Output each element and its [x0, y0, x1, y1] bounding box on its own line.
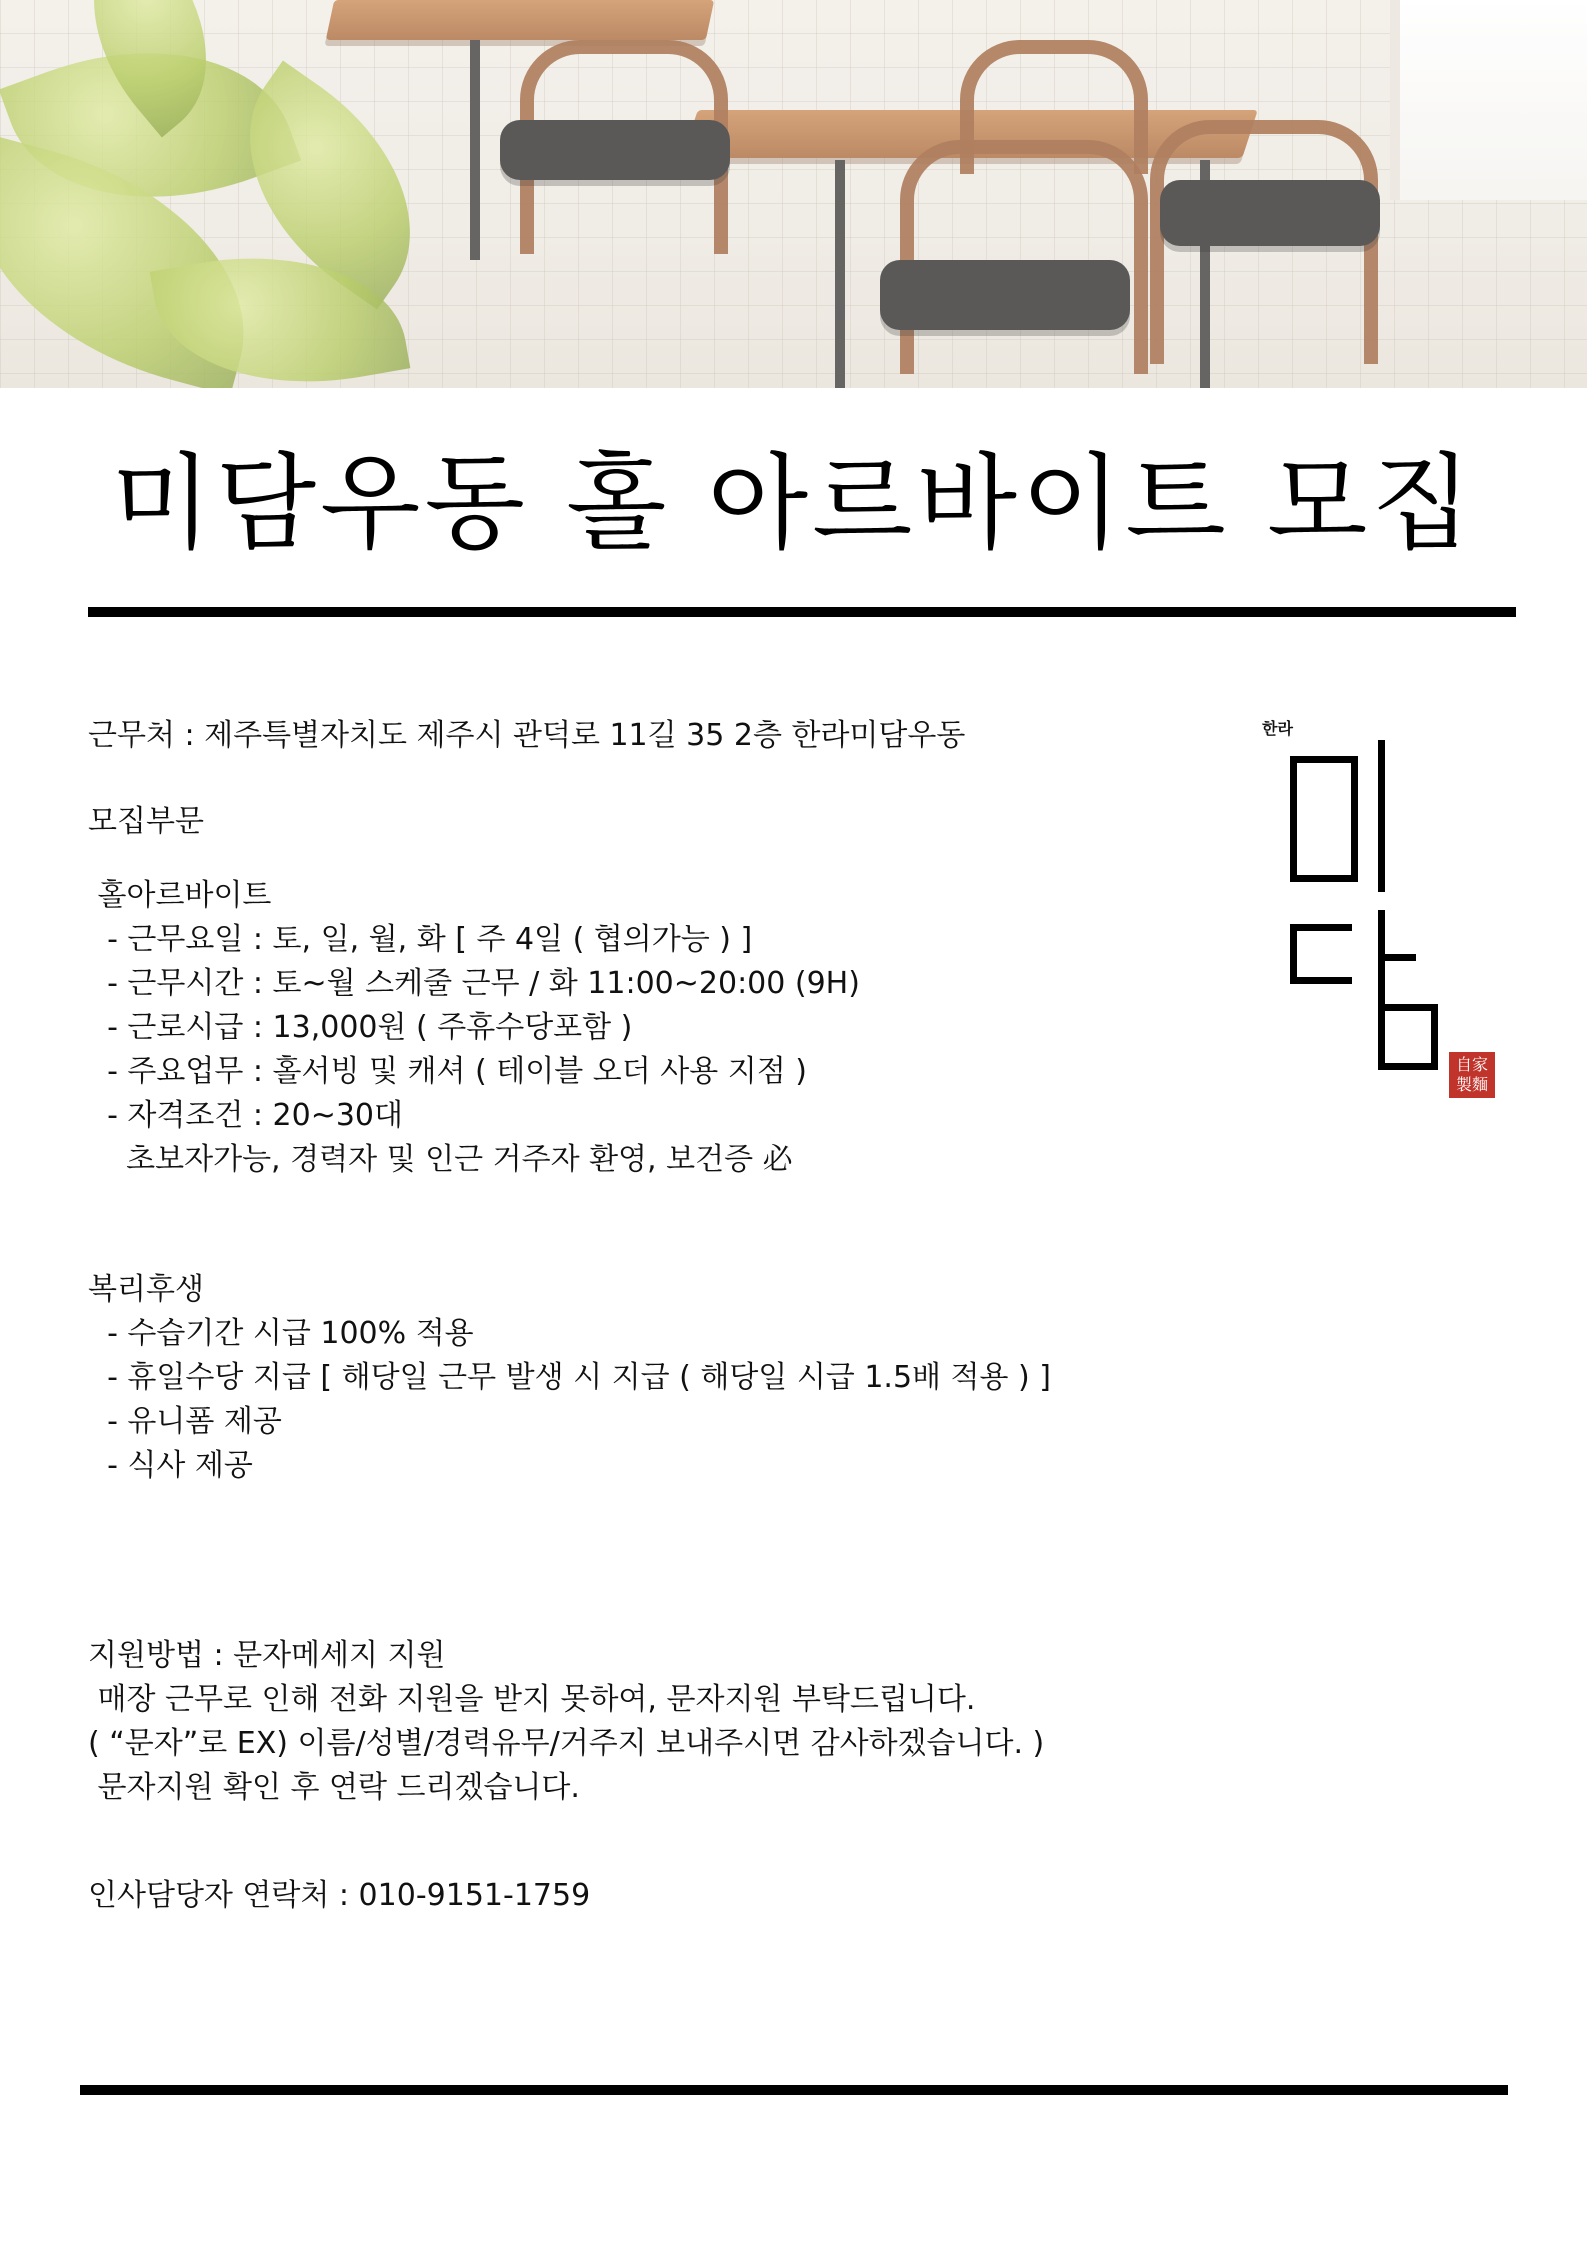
benefit-item: - 수습기간 시급 100% 적용 — [88, 1316, 474, 1351]
apply-note: 매장 근무로 인해 전화 지원을 받지 못하여, 문자지원 부탁드립니다. — [88, 1682, 976, 1717]
logo-stroke — [1378, 1004, 1438, 1070]
benefit-item: - 식사 제공 — [88, 1448, 253, 1483]
divider-top — [88, 607, 1516, 617]
detail-item: - 주요업무 : 홀서빙 및 캐셔 ( 테이블 오더 사용 지점 ) — [88, 1054, 807, 1089]
position-label: 홀아르바이트 — [88, 878, 272, 913]
logo-small-text: 한라 — [1262, 719, 1293, 738]
apply-note: ( “문자”로 EX) 이름/성별/경력유무/거주지 보내주시면 감사하겠습니다. ) — [88, 1726, 1045, 1761]
logo-stroke — [1290, 977, 1352, 984]
workplace-address: 근무처 : 제주특별자치도 제주시 관덕로 11길 35 2층 한라미담우동 — [88, 718, 966, 753]
detail-item: - 근무요일 : 토, 일, 월, 화 [ 주 4일 ( 협의가능 ) ] — [88, 922, 753, 957]
logo-seal: 自家 製麵 — [1449, 1052, 1495, 1098]
detail-item: - 근로시급 : 13,000원 ( 주휴수당포함 ) — [88, 1010, 633, 1045]
logo-stroke — [1290, 756, 1358, 882]
benefit-item: - 휴일수당 지급 [ 해당일 근무 발생 시 지급 ( 해당일 시급 1.5배 적용 ) ] — [88, 1360, 1051, 1395]
benefit-item: - 유니폼 제공 — [88, 1404, 282, 1439]
detail-item: - 자격조건 : 20~30대 — [88, 1098, 403, 1133]
detail-item: - 근무시간 : 토~월 스케줄 근무 / 화 11:00~20:00 (9H) — [88, 966, 860, 1001]
recruit-heading: 모집부문 — [88, 804, 204, 839]
apply-method: 지원방법 : 문자메세지 지원 — [88, 1638, 446, 1673]
page-title: 미담우동 홀 아르바이트 모집 — [111, 442, 1476, 564]
detail-item: 초보자가능, 경력자 및 인근 거주자 환영, 보건증 必 — [88, 1142, 793, 1177]
benefits-heading: 복리후생 — [88, 1272, 204, 1307]
logo-stroke — [1378, 954, 1416, 961]
photo-overlay — [0, 0, 1587, 388]
contact-info: 인사담당자 연락처 : 010-9151-1759 — [88, 1878, 591, 1913]
header-photo — [0, 0, 1587, 388]
divider-bottom — [80, 2085, 1508, 2095]
logo-stroke — [1290, 924, 1297, 984]
logo-stroke — [1378, 740, 1385, 892]
logo-stroke — [1290, 924, 1352, 931]
apply-note: 문자지원 확인 후 연락 드리겠습니다. — [88, 1770, 580, 1805]
